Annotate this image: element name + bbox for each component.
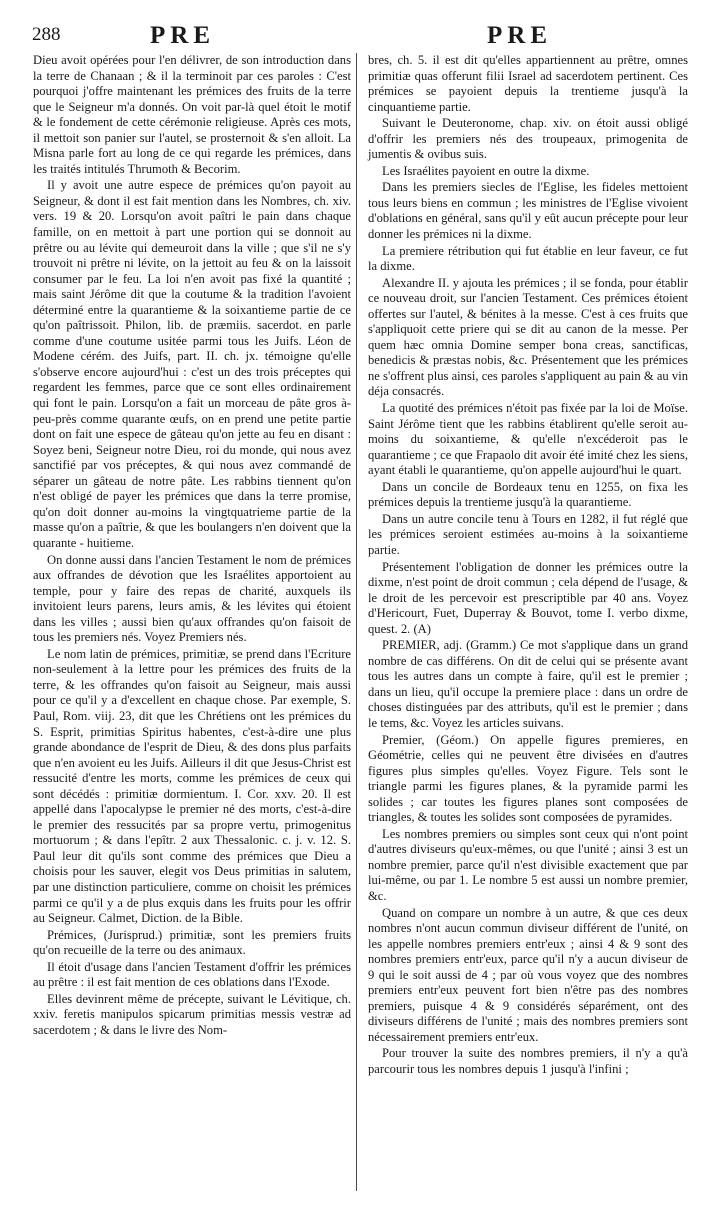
right-column [368,53,688,1079]
paragraph: Les Israélites payoient en outre la dixme. [382,163,590,178]
paragraph: Premier, (Géom.) On appelle figures premieres, en Géométrie, celles qui ne peuvent être divisées en d'autres figures plus simples qu'elles. Voyez Figure. Tels sont le triangle parmi les figures planes, & la pyramide parmi les solides ; car toutes les figures planes sont composées de triangles, & toutes les solides sont composées de pyramides. [368,732,688,825]
paragraph: La quotité des prémices n'étoit pas fixée par la loi de Moïse. Saint Jérôme tient que les rabbins établirent qu'elle seroit au-moins du soixantieme, & qu'elle n'excéderoit pas le quarantieme ; ce que Frapaolo dit avoir été imité chez les siens, ayant établi le quarantieme, qu'on appelle aujourd'hui le quart. [368,401,688,478]
paragraph: Il étoit d'usage dans l'ancien Testament d'offrir les prémices au prêtre : il est fait mention de ces oblations dans l'Exode. [33,959,351,990]
page-header [0,22,723,52]
page-number: 288 [32,24,61,45]
paragraph: bres, ch. 5. il est dit qu'elles appartiennent au prêtre, omnes primitiæ quas offerunt filii Israel ad sacerdotem pertinent. Ces prémices se payoient depuis la trentieme jusqu'à la cinquantieme partie. [368,53,688,114]
paragraph: Le nom latin de prémices, primitiæ, se prend dans l'Ecriture non-seulement à la lettre pour les prémices des fruits de la terre, & les offrandes qu'on faisoit au Seigneur, mais aussi pour ce qu'il y a d'excellent en chaque chose. Par exemple, S. Paul, Rom. viij. 23, dit que les Chrétiens ont les prémices du S. Esprit, primitias Spiritus habentes, c'est-à-dire une plus grande abondance de l'esprit de Dieu, & des dons plus parfaits que n'en avoient eu les Juifs. Ailleurs il dit que Jesus-Christ est ressucité d'entre les morts, comme les prémices de ceux qui sont décédés : primitiæ dormientum. I. Cor. xxv. 20. Il est appellé dans l'apocalypse le premier né des morts, c'est-à-dire le premier des ressucités par sa propre vertu, primogenitus mortuorum ; & dans l'epîtr. 2 aux Thessalonic. c. j. v. 12. S. Paul leur dit qu'ils sont comme des prémices que Dieu a choisis pour les sauver, elegit vos Deus primitias in salutem, par une distinction particuliere, comme on choisit les prémices parmi ce qu'il y a de plus exquis dans les fruits pour les offrir au Seigneur. Calmet, Diction. de la Bible. [33,646,351,926]
running-head-right: PRE [487,22,552,49]
paragraph: Dieu avoit opérées pour l'en délivrer, de son introduction dans la terre de Chanaan ; & il la terminoit par ces paroles : C'est pourquoi j'offre maintenant les prémices des fruits de la terre que le Seigneur m'a donnés. On voit par-là quel étoit le motif & le fondement de cette cérémonie religieuse. Après ces mots, il mettoit son panier sur l'autel, se prosternoit & s'en alloit. La Misna parle fort au long de ce qui regarde les prémices, dans les traités intitulés Thrumoth & Becorim. [33,53,351,176]
left-column [33,53,351,1039]
running-head-left: PRE [150,22,215,49]
paragraph: Dans les premiers siecles de l'Eglise, les fideles mettoient tous leurs biens en commun ; les ministres de l'Eglise vivoient d'oblations en général, sans qu'il y eût aucun précepte pour leur donner les prémices ni la dixme. [368,180,688,242]
paragraph: La premiere rétribution qui fut établie en leur faveur, ce fut la dixme. [368,243,688,274]
paragraph: On donne aussi dans l'ancien Testament le nom de prémices aux offrandes de dévotion que les Israélites apportoient au temple, pour y faire des repas de charité, auxquels ils invitoient leurs parens, leurs amis, & les lévites qui étoient dans les villes ; aussi bien qu'aux offrandes qu'on faisoit de tous les premiers nés. Voyez Premiers nés. [33,552,351,645]
paragraph: Quand on compare un nombre à un autre, & que ces deux nombres n'ont aucun commun diviseur différent de l'unité, on les appelle nombres premiers entr'eux ; ainsi 4 & 9 sont des nombres premiers entr'eux, parce qu'il n'y a aucun diviseur de 9 qui le soit aussi de 4 ; par où vous voyez que des nombres premiers entr'eux peuvent fort bien n'être pas des nombres premiers, puisque 4 & 9 considérés séparément, ont des diviseurs différens de l'unité ; mais des nombres premiers sont nécessairement premiers entr'eux. [368,905,688,1044]
paragraph: Les nombres premiers ou simples sont ceux qui n'ont point d'autres diviseurs qu'eux-mêmes, ou que l'unité ; ainsi 3 est un nombre premier, parce qu'il n'est divisible exactement que par lui-même, ou par 1. Le nombre 5 est aussi un nombre premier, &c. [368,826,688,903]
paragraph: Alexandre II. y ajouta les prémices ; il se fonda, pour établir ce nouveau droit, sur l'ancien Testament. Ces prémices étoient offertes sur l'autel, & bénites à la messe. C'est à ces fruits que s'appliquoit cette priere qui se dit au canon de la messe. Per quem hæc omnia Domine semper bona creas, sanctificas, benedicis & præstas nobis, &c. Présentement que les prémices ne s'offrent plus ainsi, ces paroles s'appliquent au pain & au vin déja consacrés. [368,275,688,399]
column-divider [356,53,357,1191]
paragraph: Il y avoit une autre espece de prémices qu'on payoit au Seigneur, & dont il est fait mention dans les Nombres, ch. xiv. vers. 19 & 20. Lorsqu'on avoit paîtri le pain dans chaque famille, on en mettoit à part une portion qui se donnoit au prêtre ou au lévite qui demeuroit dans la ville ; que s'il ne s'y trouvoit ni prêtre ni lévite, on la jettoit au feu & on la laissoit consumer par le feu. La loi n'en avoit pas fixé la quantité ; mais saint Jérôme dit que la coutume & la tradition l'avoient déterminé entre la quarantieme & la soixantieme partie de ce qu'on paîtrissoit. Philon, lib. de præmiis. sacerdot. en parle comme d'une coutume usitée parmi tous les Juifs. Léon de Modene cérém. des Juifs, part. II. ch. jx. témoigne qu'elle s'observe encore aujourd'hui : c'est un des trois préceptes qui regardent les femmes, parce que ce sont elles ordinairement qui font le pain. Lorsqu'on a fait un morceau de pâte gros à-peu-près comme quarante œufs, on en prend une petite partie dont on fait une espece de gâteau qu'on jette au feu en disant : Soyez beni, Seigneur notre Dieu, roi du monde, qui nous avez sanctifié par vos préceptes, & qui nous avez commandé de séparer un gâteau de notre pâte. Les rabbins tiennent qu'on n'est obligé de payer les prémices que dans la terre promise, qu'on doit donner au-moins la vingtquatrieme partie de la masse qu'on a paîtrie, & que les boulangers n'en doivent que la quarante - huitieme. [33,178,351,550]
paragraph: Dans un autre concile tenu à Tours en 1282, il fut réglé que les prémices seroient estimées au-moins à la soixantieme partie. [368,511,688,557]
paragraph: Dans un concile de Bordeaux tenu en 1255, on fixa les prémices depuis la trentieme jusqu'à la quarantieme. [368,479,688,510]
paragraph: Prémices, (Jurisprud.) primitiæ, sont les premiers fruits qu'on recueille de la terre ou des animaux. [33,927,351,958]
paragraph: Suivant le Deuteronome, chap. xiv. on étoit aussi obligé d'offrir les premiers nés des troupeaux, primogenita de jumentis & ovibus suis. [368,116,688,162]
paragraph: PREMIER, adj. (Gramm.) Ce mot s'applique dans un grand nombre de cas différens. On dit de celui qui se présente avant tous les autres dans un compte à faire, qu'il est le premier ; dans un lieu, qu'il occupe la premiere place : dans un ordre de choses distinguées par des attributs, qu'il est le premier ; dans le tems, &c. Voyez les articles suivans. [368,638,688,730]
paragraph: Pour trouver la suite des nombres premiers, il n'y a qu'à parcourir tous les nombres depuis 1 jusqu'à l'infini ; [368,1046,688,1076]
paragraph: Présentement l'obligation de donner les prémices outre la dixme, n'est point de droit commun ; cela dépend de l'usage, & le droit de les percevoir est prescriptible par 40 ans. Voyez d'Hericourt, Fuet, Duperray & Bouvot, tome I. verbo dixme, quest. 2. (A) [368,559,688,636]
paragraph: Elles devinrent même de précepte, suivant le Lévitique, ch. xxiv. feretis manipulos spicarum primitias messis vestræ ad sacerdotem ; & dans le livre des Nom- [33,991,351,1037]
